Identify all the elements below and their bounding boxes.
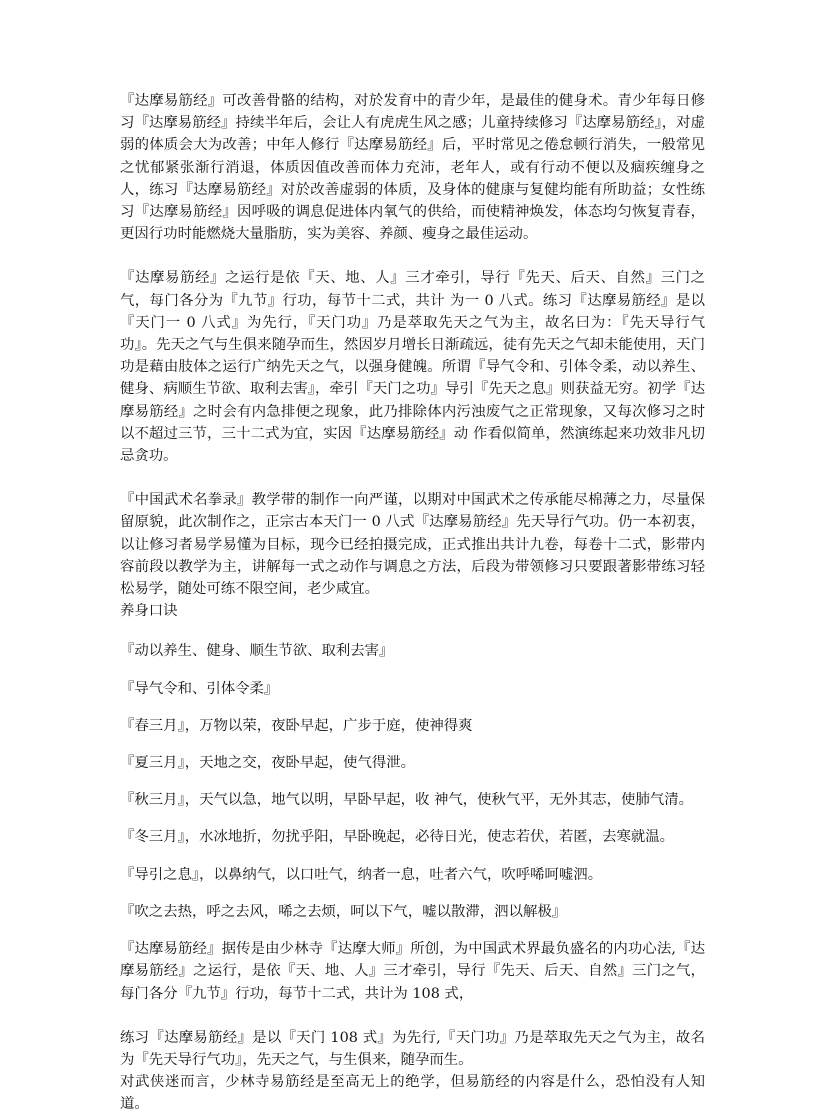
production-paragraph: 『中国武术名拳录』教学带的制作一向严谨，以期对中国武术之传承能尽棉薄之力，尽量保留原貌，此次制作之，正宗古本天门一 0 八式『达摩易筋经』先天导行气功。仍一本初衷，以让修习者易学易懂为目标，现今已经拍摄完成，正式推出共计九卷，每卷十二式，影带内容前段以教学为主，讲解每一式之动作与调息之方法，后段为带领修习只要跟著影带练习轻松易学，随处可练不限空间，老少咸宜。 bbox=[120, 492, 705, 598]
practice-paragraph: 『达摩易筋经』之运行是依『天、地、人』三才牵引，导行『先天、后天、自然』三门之气，每门各分为『九节』行功，每节十二式，共计 为一 0 八式。练习『达摩易筋经』是以『天门一 0 八式』为先行，『天门功』乃是萃取先天之气为主，故名曰为：『先天导行气功』。先天之气与生俱来随孕而生，然因岁月增长日渐疏远，徒有先天之气却未能使用，天门功是藉由肢体之运行广纳先天之气，以强身健魄。所谓『导气令和、引体令柔，动以养生、健身、病顺生节欲、取利去害』，牵引『天门之功』导引『先天之息』则获益无穷。初学『达摩易筋经』之时会有内急排便之现象，此乃排除体内污浊废气之正常现象，又每次修习之时以不超过三节，三十二式为宜，实因『达摩易筋经』动 作看似简单，然演练起来功效非凡切忌贪功。 bbox=[120, 270, 705, 465]
verse-line: 『吹之去热，呼之去风，唏之去烦，呵以下气，嘘以散滞，泗以解极』 bbox=[120, 903, 567, 920]
verse-line: 『冬三月』，水冰地折，勿扰乎阳，早卧晚起，必待日光，使志若伏，若匿，去寒就温。 bbox=[120, 829, 675, 846]
verse-line: 『春三月』，万物以荣，夜卧早起，广步于庭，使神得爽 bbox=[120, 717, 473, 734]
section-heading: 养身口诀 bbox=[120, 603, 178, 620]
intro-paragraph: 『达摩易筋经』可改善骨骼的结构，对於发育中的青少年，是最佳的健身术。青少年每日修习『达摩易筋经』持续半年后，会让人有虎虎生风之感；儿童持续修习『达摩易筋经』，对虚弱的体质会大为改善；中年人修行『达摩易筋经』后，平时常见之倦怠顿行消失，一般常见之忧郁紧张渐行消退，体质因值改善而体力充沛，老年人，或有行动不便以及痼疾缠身之人，练习『达摩易筋经』对於改善虚弱的体质，及身体的健康与复健均能有所助益；女性练习『达摩易筋经』因呼吸的调息促进体内氧气的供给，而使精神焕发，体态均匀恢复青春，更因行功时能燃烧大量脂肪，实为美容、养颜、瘦身之最佳运动。 bbox=[120, 93, 705, 243]
verse-line: 『导气令和、引体令柔』 bbox=[120, 680, 279, 697]
document-page bbox=[120, 90, 705, 1116]
verse-line: 『动以养生、健身、顺生节欲、取利去害』 bbox=[120, 643, 394, 660]
verse-line: 『夏三月』，天地之交，夜卧早起，使气得泄。 bbox=[120, 755, 416, 772]
final-line: 对武侠迷而言，少林寺易筋经是至高无上的绝学，但易筋经的内容是什么，恐怕没有人知道。 bbox=[120, 1074, 705, 1113]
verse-line: 『导引之息』，以鼻纳气，以口吐气，纳者一息，吐者六气，吹呼唏呵嘘泗。 bbox=[120, 866, 603, 883]
verse-line: 『秋三月』，天气以急，地气以明，早卧早起，收 神气，使秋气平，无外其志，使肺气清。 bbox=[120, 792, 694, 809]
closing-paragraph: 『达摩易筋经』据传是由少林寺『达摩大师』所创，为中国武术界最负盛名的内功心法,『达摩易筋经』之运行，是依『天、地、人』三才牵引，导行『先天、后天、自然』三门之气，每门各分『九节』行功，每节十二式，共计为 108 式， bbox=[120, 941, 705, 1002]
final-line: 练习『达摩易筋经』是以『天门 108 式』为先行,『天门功』乃是萃取先天之气为主，故名为『先天导行气功』，先天之气，与生俱来，随孕而生。 bbox=[120, 1029, 705, 1068]
